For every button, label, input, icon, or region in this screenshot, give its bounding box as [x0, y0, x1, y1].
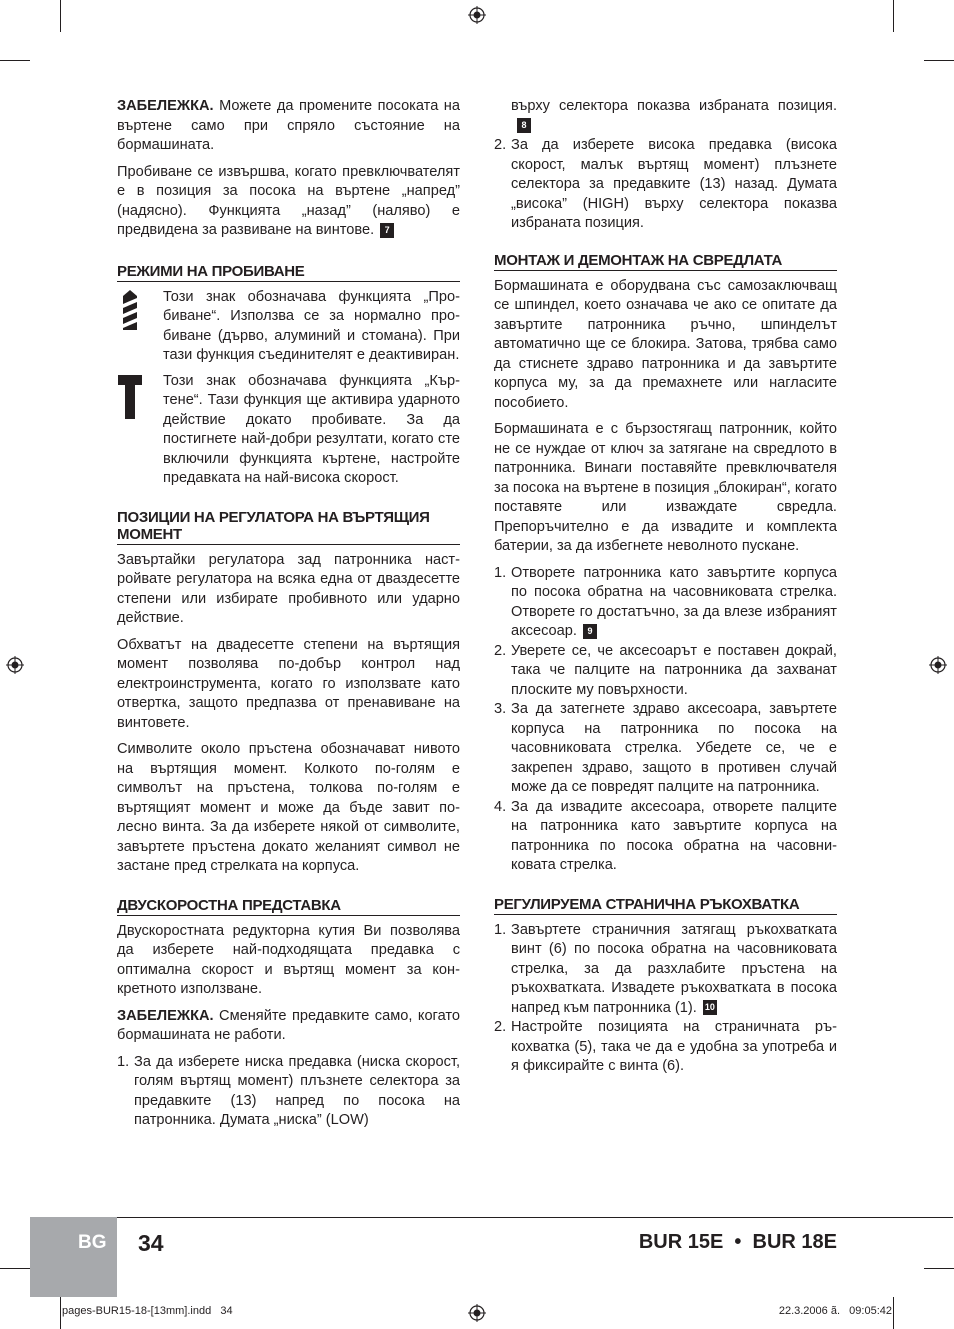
- language-tab: [30, 1217, 117, 1297]
- registration-mark-icon: [468, 6, 486, 24]
- drill-mode-icon-box: [117, 288, 163, 366]
- crop-mark: [924, 60, 954, 61]
- figure-ref: 8: [517, 118, 531, 133]
- footer-rule: [30, 1217, 953, 1218]
- crop-mark: [0, 1268, 30, 1269]
- mount-list: [494, 564, 837, 876]
- paragraph: Двускоростната редукторна кутия Ви позволява да изберете най-подходящата предавка с оптимална скорост и въртящ момент за конкретното използване.: [117, 922, 460, 997]
- list-number: 1.: [494, 564, 507, 581]
- paragraph: [117, 163, 460, 241]
- list-item: [117, 1053, 460, 1131]
- figure-ref: 10: [703, 1000, 717, 1015]
- list-item-text: Отворете патронника като завъртите корпуса по посока обратна на часовниковата стрелка. Отворете го достатъчно, за да влезе избраният аксесоар.: [511, 564, 837, 639]
- list-item-text: Завъртете страничния затягащ ръкохватката винт (6) по посока обратна на часовниковата стрелка, за да разхлабите пръстена на ръкохватката. Извадете ръкохватката в посока напред към патронника (1).: [511, 921, 837, 1016]
- page-number: 34: [138, 1230, 164, 1256]
- drill-mode-icon: [122, 290, 138, 332]
- section-heading-gear: ДВУСКОРОСТНА ПРЕДСТАВКА: [117, 897, 460, 916]
- list-item: [494, 921, 837, 1019]
- paragraph: Обхватът на двадесетте степени на въртящия момент позволява по-добър контрол над електроинструмента, когато го използвате като отвертка, защото предпазва от пренавиване на винтовете.: [117, 636, 460, 731]
- crop-mark: [60, 1297, 61, 1329]
- section-heading-torque: ПОЗИЦИИ НА РЕГУЛАТОРА НА ВЪРТЯЩИЯ МОМЕНТ: [117, 509, 460, 545]
- paragraph: Символите около пръстена обозначават нивото на въртящия момент. Колкото по-голям е символът на пръстена, толкова по-голям е въртящият момент и може да бъде завит по-лесно винта. За да изберете някой от символите, завъртете пръстена докато желаният символ не застане пред стрелката на корпуса.: [117, 741, 460, 874]
- note-label: ЗАБЕЛЕЖКА.: [117, 98, 214, 114]
- list-number: 4.: [494, 798, 507, 815]
- list-item: [494, 700, 837, 798]
- note-paragraph: [117, 1007, 460, 1046]
- list-item-text: Настройте позицията на страничната ръкохватка (5), така че да е удобна за употреба и я фиксирайте с винта (6).: [511, 1019, 837, 1074]
- drill-mode-text: Този знак обозначава функцията „Пробиване“. Използва се за нормално пробиване (дърво, алуминий и стомана). При тази функция съединителят е деактивиран.: [163, 288, 460, 363]
- registration-mark-icon: [929, 656, 947, 674]
- list-item: [494, 642, 837, 701]
- crop-mark: [893, 1297, 894, 1329]
- list-item-text: За да изберете ниска предавка (ниска скорост, голям въртящ момент) плъзнете селектора за предавките (13) напред по посока на патронника. Думата „ниска” (LOW): [134, 1053, 460, 1128]
- note-text: Можете да промените посоката на въртене само при спряло състояние на бормашината.: [117, 98, 460, 153]
- gear-list-cont: [494, 97, 837, 234]
- list-item: [494, 1018, 837, 1077]
- section-heading-mount: МОНТАЖ И ДЕМОНТАЖ НА СВРЕДЛАТА: [494, 252, 837, 271]
- figure-ref: 9: [583, 624, 597, 639]
- registration-mark-icon: [468, 1304, 486, 1322]
- left-column: [117, 97, 460, 1131]
- list-number: 1.: [117, 1053, 130, 1070]
- section-heading-handle: РЕГУЛИРУЕМА СТРАНИЧНА РЪКОХВАТКА: [494, 896, 837, 915]
- model-name: BUR 15E • BUR 18E: [638, 1231, 837, 1253]
- list-item: [494, 798, 837, 876]
- list-item: [494, 136, 837, 234]
- paragraph-text: Пробиване се извършва, когато превключвателят е в позиция за посока на въртене „напред” (надясно). Функцията „назад” (наляво) е предвидена за развиване на винтове.: [117, 163, 460, 238]
- list-number: 1.: [494, 921, 507, 938]
- list-item-text: върху селектора показва избраната позиция.: [511, 98, 837, 114]
- list-number: 3.: [494, 701, 507, 717]
- list-item-text: Уверете се, че аксесоарът е поставен докрай, така че палците на патронника да захванат плоските му повърхности.: [511, 642, 837, 698]
- slug-timestamp: 22.3.2006 ã. 09:05:42: [778, 1305, 892, 1317]
- crop-mark: [0, 60, 30, 61]
- crop-mark: [924, 1268, 954, 1269]
- list-item-text: За да затегнете здраво аксесоара, завъртете корпуса на патронника по посока на часовниковата стрелка. Убедете се, че е закрепен здраво, защото в противен случай може да се повредят палците на патронника.: [511, 701, 837, 795]
- list-number: 2.: [494, 642, 507, 659]
- gear-list: [117, 1053, 460, 1131]
- figure-ref: 7: [380, 223, 394, 238]
- section-heading-modes: РЕЖИМИ НА ПРОБИВАНЕ: [117, 263, 460, 282]
- note-paragraph: [117, 97, 460, 156]
- list-number: 2.: [494, 137, 507, 153]
- slug-filename: pages-BUR15-18-[13mm].indd 34: [62, 1305, 233, 1317]
- hammer-mode-text: Този знак обозначава функцията „Къртене“. Тази функция ще активира ударното действие докато пробивате. За да постигнете най-добри резултати, когато сте включили функцията къртене, настройте предавката на най-висока скорост.: [163, 372, 460, 486]
- crop-mark: [60, 0, 61, 32]
- handle-list: [494, 921, 837, 1077]
- hammer-mode-icon-box: [117, 372, 163, 489]
- list-item-text: За да изберете висока предавка (висока скорост, малък въртящ момент) плъзнете селектора за предавките (13) назад. Думата „висока” (HIGH) върху селектора показва избраната позиция.: [511, 137, 837, 231]
- paragraph: Бормашината е оборудвана със самозаключващ се шпиндел, което означава че ако се опитате да завъртите патронника ръчно, шпинделът автоматично ще се блокира. Затова, трябва само да стиснете здраво патронника и да завъртите корпуса му, за да премахнете или нагласите пособието.: [494, 277, 837, 411]
- paragraph: Бормашината е с бързостягащ патронник, който не се нуждае от ключ за затягане на свредлото в патронника. Винаги поставяйте превключвателя за посока на въртене в позиция „блокиран“, когато поставяте или изваждате свредла. Препоръчително е да извадите и комплекта батерии, за да избегнете неволното пускане.: [494, 421, 837, 554]
- hammer-mode-icon: [118, 375, 142, 419]
- drill-mode-row: [117, 288, 460, 366]
- crop-mark: [893, 0, 894, 32]
- list-number: 2.: [494, 1019, 507, 1035]
- registration-mark-icon: [6, 656, 24, 674]
- paragraph: Завъртайки регулатора зад патронника настройвате регулатора на всяка една от дваздесетте степени или избирате пробивното или ударно действие.: [117, 551, 460, 626]
- list-item-text: За да извадите аксесоара, отворете палците на патронника като завъртите корпуса на патронника по посока обратна на часовниковата стрелка.: [511, 798, 837, 873]
- language-code: BG: [78, 1232, 107, 1253]
- note-label: ЗАБЕЛЕЖКА.: [117, 1007, 214, 1024]
- hammer-mode-row: [117, 372, 460, 489]
- note-text: Сменяйте предавките само, когато бормашината не работи.: [117, 1007, 460, 1043]
- right-column: [494, 97, 837, 1077]
- list-item: [494, 564, 837, 642]
- list-item: [494, 97, 837, 136]
